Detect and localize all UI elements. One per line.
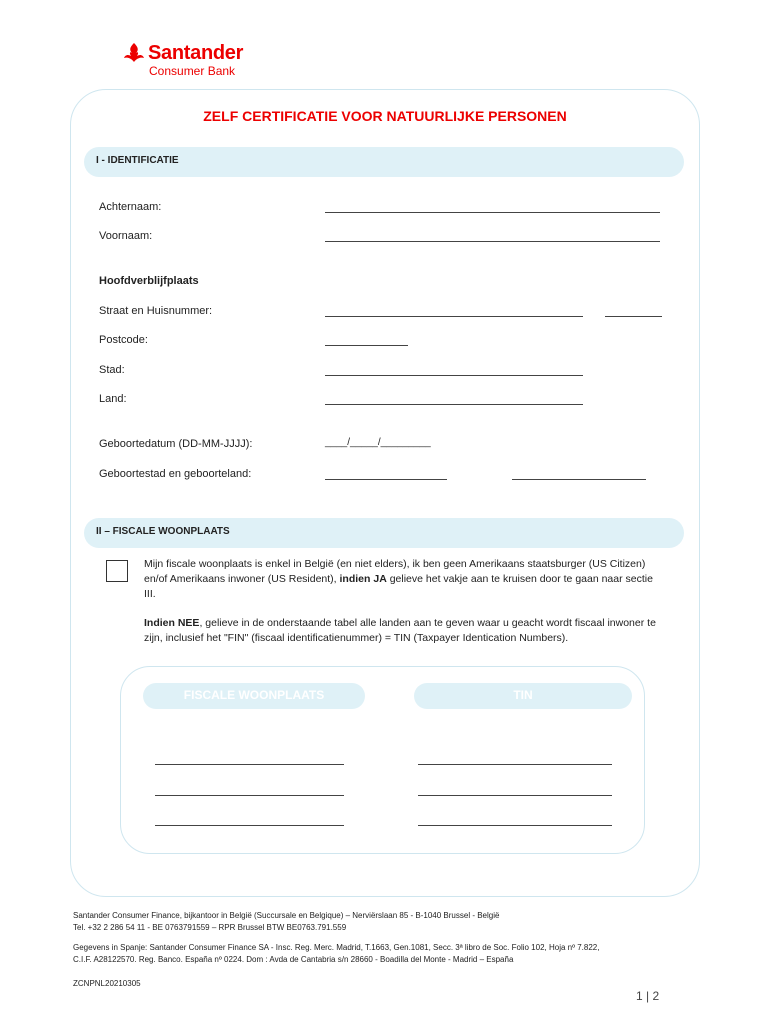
flame-icon bbox=[122, 42, 146, 64]
tin-row-2-field[interactable] bbox=[418, 795, 612, 796]
footer-contact-line: Tel. +32 2 286 54 11 - BE 0763791559 – RPR Brussel BTW BE0763.791.559 bbox=[73, 923, 347, 932]
logo-subtitle: Consumer Bank bbox=[149, 64, 236, 78]
fiscal-nee-paragraph bbox=[144, 616, 664, 646]
fiscal-nee-bold: Indien NEE bbox=[144, 617, 200, 629]
fiscal-nee-text: , gelieve in de onderstaande tabel alle landen aan te geven waar u geacht wordt fiscaal inwoner te zijn, inclusief het "FIN" (fiscaal identificatienummer) = TIN (Taxpayer Identication Numbers). bbox=[144, 617, 656, 644]
postcode-field[interactable] bbox=[325, 345, 408, 346]
fiscal-statement-text-2: gelieve het vakje aan te kruisen door te gaan naar sectie III. bbox=[144, 573, 653, 600]
section-identificatie-title: I - IDENTIFICATIE bbox=[96, 155, 179, 166]
page-number: 1 | 2 bbox=[636, 989, 660, 1003]
geboortedatum-label: Geboortedatum (DD-MM-JJJJ): bbox=[99, 438, 253, 450]
tin-row-3-field[interactable] bbox=[418, 825, 612, 826]
woonplaats-row-2-field[interactable] bbox=[155, 795, 344, 796]
footer-spain-line-2: C.I.F. A28122570. Reg. Banco. España nº 0224. Dom : Avda de Cantabria s/n 28660 - Boadilla del Monte - Madrid – España bbox=[73, 955, 514, 964]
section-fiscale-woonplaats-header bbox=[84, 518, 684, 548]
hoofdverblijfplaats-heading: Hoofdverblijfplaats bbox=[99, 275, 199, 287]
fiscal-statement-paragraph bbox=[144, 557, 664, 602]
section-fiscale-woonplaats-title: II – FISCALE WOONPLAATS bbox=[96, 526, 230, 537]
footer-company-line: Santander Consumer Finance, bijkantoor in België (Succursale en Belgique) – Nerviërslaan 85 - B-1040 Brussel - België bbox=[73, 911, 500, 920]
footer-spain-line-1: Gegevens in Spanje: Santander Consumer Finance SA - Insc. Reg. Merc. Madrid, T.1663, Gen.1081, Secc. 3ª libro de Soc. Folio 102, Hoja nº 7.822, bbox=[73, 943, 600, 952]
column-header-woonplaats: FISCALE WOONPLAATS bbox=[143, 683, 365, 709]
form-title: ZELF CERTIFICATIE VOOR NATUURLIJKE PERSONEN bbox=[203, 108, 567, 124]
voornaam-label: Voornaam: bbox=[99, 230, 153, 242]
land-field[interactable] bbox=[325, 404, 583, 405]
only-belgium-checkbox[interactable] bbox=[106, 560, 128, 582]
huisnummer-field[interactable] bbox=[605, 316, 662, 317]
geboortestad-label: Geboortestad en geboorteland: bbox=[99, 468, 252, 480]
voornaam-field[interactable] bbox=[325, 241, 660, 242]
fiscal-statement-text-1: Mijn fiscale woonplaats is enkel in België (en niet elders), ik ben geen Amerikaans staatsburger (US Citizen) en/of Amerikaans inwoner (US Resident), bbox=[144, 558, 646, 585]
straat-label: Straat en Huisnummer: bbox=[99, 305, 213, 317]
section-identificatie-header bbox=[84, 147, 684, 177]
achternaam-label: Achternaam: bbox=[99, 201, 162, 213]
tin-row-1-field[interactable] bbox=[418, 764, 612, 765]
fiscal-statement-bold: indien JA bbox=[339, 573, 387, 585]
santander-logo bbox=[120, 40, 260, 82]
woonplaats-row-1-field[interactable] bbox=[155, 764, 344, 765]
logo-brand: Santander bbox=[148, 42, 244, 64]
land-label: Land: bbox=[99, 393, 127, 405]
straat-field[interactable] bbox=[325, 316, 583, 317]
postcode-label: Postcode: bbox=[99, 334, 148, 346]
stad-label: Stad: bbox=[99, 364, 125, 376]
stad-field[interactable] bbox=[325, 375, 583, 376]
document-code: ZCNPNL20210305 bbox=[73, 979, 141, 988]
column-header-tin: TIN bbox=[414, 683, 632, 709]
geboortestad-field[interactable] bbox=[325, 479, 447, 480]
geboortedatum-field[interactable]: ____/_____/_________ bbox=[325, 437, 431, 448]
achternaam-field[interactable] bbox=[325, 212, 660, 213]
woonplaats-row-3-field[interactable] bbox=[155, 825, 344, 826]
geboorteland-field[interactable] bbox=[512, 479, 646, 480]
